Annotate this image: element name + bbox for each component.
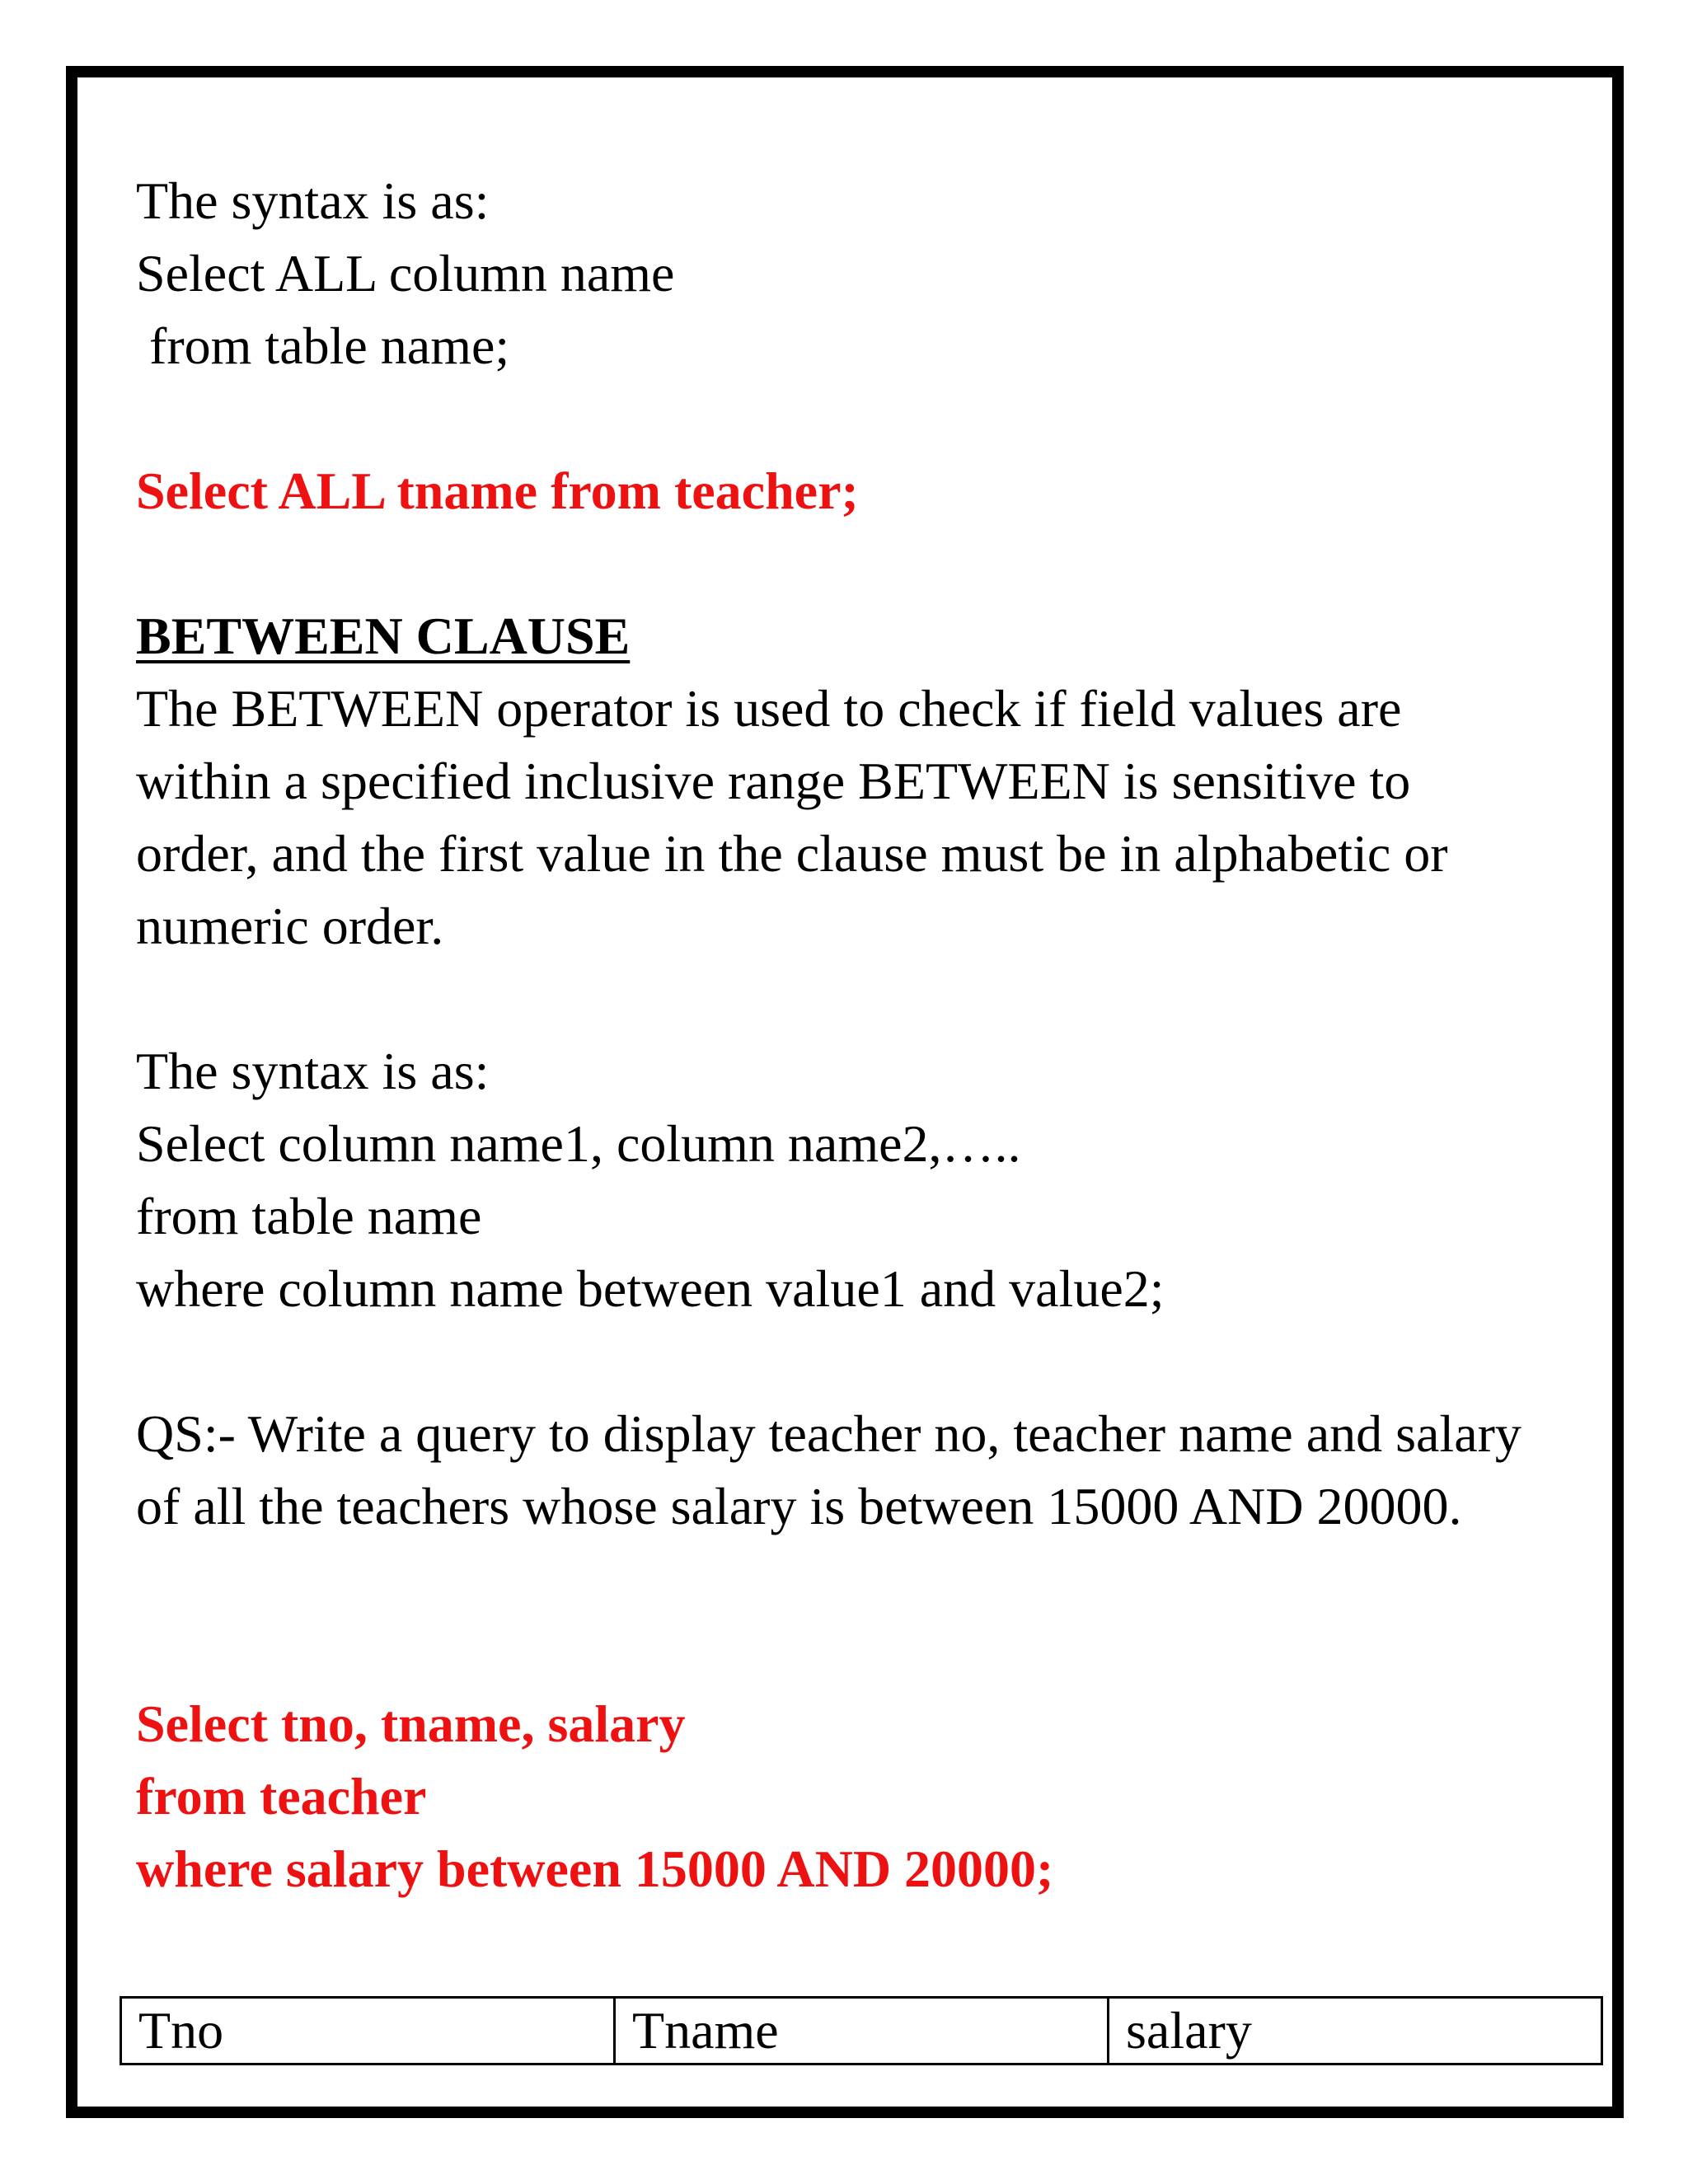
syntax-line: Select column name1, column name2,….. — [136, 1114, 1021, 1173]
paragraph-line: numeric order. — [136, 897, 444, 955]
syntax-line: from table name — [136, 1187, 482, 1245]
syntax-line: Select ALL column name — [136, 244, 675, 302]
paragraph-line: The BETWEEN operator is used to check if field values are — [136, 679, 1402, 738]
paragraph-line: order, and the first value in the clause must be in alphabetic or — [136, 824, 1448, 883]
question-line: of all the teachers whose salary is between 15000 AND 20000. — [136, 1477, 1462, 1535]
paragraph-line: within a specified inclusive range BETWEEN is sensitive to — [136, 752, 1411, 810]
syntax-line: from table name; — [136, 316, 510, 375]
column-header-tname: Tname — [615, 1998, 1109, 2064]
sql-query-line: where salary between 15000 AND 20000; — [136, 1840, 1054, 1898]
sql-query: Select ALL tname from teacher; — [136, 462, 859, 520]
question-line: QS:- Write a query to display teacher no, teacher name and salary — [136, 1404, 1522, 1463]
table-header-row — [121, 1998, 1602, 2064]
column-header-salary: salary — [1109, 1998, 1602, 2064]
sql-query-line: Select tno, tname, salary — [136, 1694, 686, 1753]
section-heading: BETWEEN CLAUSE — [136, 607, 631, 665]
document-body — [136, 165, 1603, 1905]
syntax-intro: The syntax is as: — [136, 1042, 490, 1100]
syntax-intro: The syntax is as: — [136, 171, 490, 230]
sql-query-line: from teacher — [136, 1767, 427, 1825]
column-header-tno: Tno — [121, 1998, 615, 2064]
result-table — [120, 1996, 1603, 2065]
syntax-line: where column name between value1 and value2; — [136, 1259, 1165, 1318]
